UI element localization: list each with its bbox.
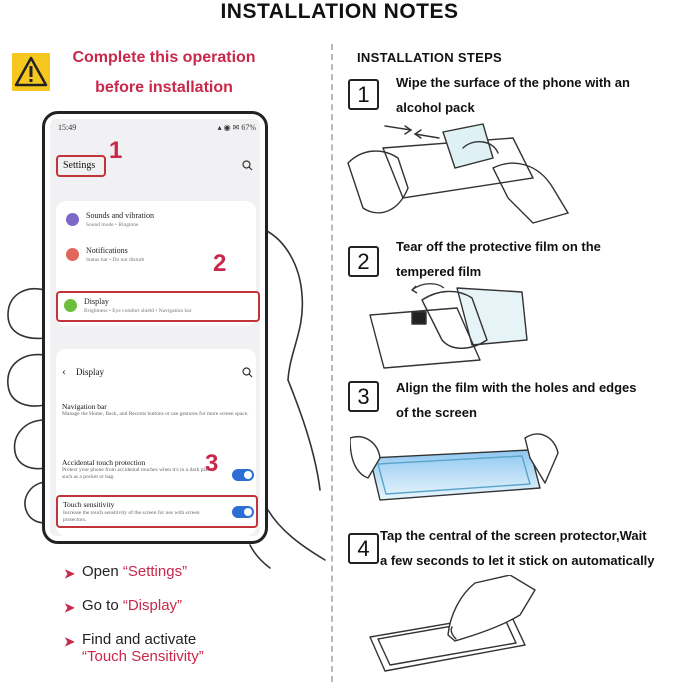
step-4-line-1: Tap the central of the screen protector,Wait — [380, 528, 647, 543]
touch-sensitivity-subtitle: Increase the touch sensitivity of the screen for use with screen protectors. — [63, 510, 200, 523]
tap-protector-illustration — [360, 575, 560, 680]
status-time: 15:49 — [58, 123, 77, 132]
step-number-4: 4 — [348, 533, 379, 564]
step-marker-1: 1 — [109, 137, 123, 164]
page-title: INSTALLATION NOTES — [220, 0, 459, 23]
step-marker-2: 2 — [213, 250, 227, 277]
step-number-2: 2 — [348, 246, 379, 277]
sound-icon — [66, 213, 79, 226]
notifications-icon — [66, 248, 79, 261]
status-indicators: ▴ ◉ ✉ 67% — [217, 123, 256, 132]
peel-film-illustration — [362, 280, 532, 375]
step-1-line-2: alcohol pack — [396, 100, 475, 115]
steps-header: INSTALLATION STEPS — [357, 50, 503, 65]
display-menu-item[interactable] — [56, 291, 260, 322]
sidebar-item-notifications[interactable]: Notifications — [86, 246, 128, 255]
instruction-open-settings — [82, 563, 187, 580]
touch-sensitivity-item[interactable] — [56, 495, 258, 528]
warning-line-1: Complete this operation — [72, 49, 256, 66]
phone-mockup — [42, 111, 268, 544]
step-3-line-2: of the screen — [396, 405, 477, 420]
step-3-line-1: Align the film with the holes and edges — [396, 380, 637, 395]
align-film-illustration — [350, 428, 560, 518]
accidental-touch-toggle[interactable] — [232, 469, 254, 481]
instruction-prefix: Go to — [82, 597, 123, 614]
step-marker-3: 3 — [205, 450, 219, 477]
instruction-highlight: “Display” — [122, 597, 183, 614]
touch-sensitivity-title: Touch sensitivity — [63, 500, 115, 509]
step-2-line-1: Tear off the protective film on the — [396, 239, 601, 254]
notifications-subtitle: Status bar • Do not disturb — [86, 257, 145, 263]
display-header: Display — [76, 367, 104, 377]
accidental-touch-title: Accidental touch protection — [62, 458, 146, 467]
phone-screen — [50, 119, 260, 536]
instruction-prefix: Open — [82, 563, 123, 580]
instruction-go-to-display — [82, 597, 182, 614]
navigation-bar-subtitle: Manage the Home, Back, and Recents buttons or use gestures for more screen space. — [62, 411, 249, 417]
warning-triangle-icon — [12, 53, 50, 91]
navigation-bar-title[interactable]: Navigation bar — [62, 402, 107, 411]
sidebar-item-sounds[interactable]: Sounds and vibration — [86, 211, 154, 220]
instruction-highlight: “Touch Sensitivity” — [82, 648, 204, 665]
display-subtitle: Brightness • Eye comfort shield • Navigation bar — [84, 308, 192, 314]
step-number-1: 1 — [348, 79, 379, 110]
step-2-line-2: tempered film — [396, 264, 482, 279]
touch-sensitivity-toggle[interactable] — [232, 506, 254, 518]
step-1-line-1: Wipe the surface of the phone with an — [396, 75, 630, 90]
instruction-prefix: Find and activate — [82, 631, 197, 648]
display-title: Display — [84, 297, 109, 306]
search-icon[interactable] — [242, 160, 253, 171]
column-divider — [331, 44, 333, 682]
search-icon[interactable] — [242, 367, 253, 378]
arrow-bullet-icon: ➤ — [64, 566, 75, 581]
sounds-subtitle: Sound mode • Ringtone — [86, 222, 139, 228]
warning-line-2: before installation — [95, 79, 233, 96]
wipe-phone-illustration — [343, 118, 573, 228]
step-4-line-2: a few seconds to let it stick on automatically — [380, 553, 655, 568]
display-icon — [64, 299, 77, 312]
arrow-bullet-icon: ➤ — [64, 600, 75, 615]
accidental-touch-subtitle: Protect your phone from accidental touches when it's in a dark place, such as a pocket or bag. — [62, 467, 214, 480]
instruction-highlight: “Settings” — [122, 563, 188, 580]
settings-title[interactable]: Settings — [56, 155, 106, 177]
arrow-bullet-icon: ➤ — [64, 634, 75, 649]
step-number-3: 3 — [348, 381, 379, 412]
back-arrow-icon[interactable]: ‹ — [62, 364, 66, 378]
instruction-activate-touch — [82, 631, 204, 665]
